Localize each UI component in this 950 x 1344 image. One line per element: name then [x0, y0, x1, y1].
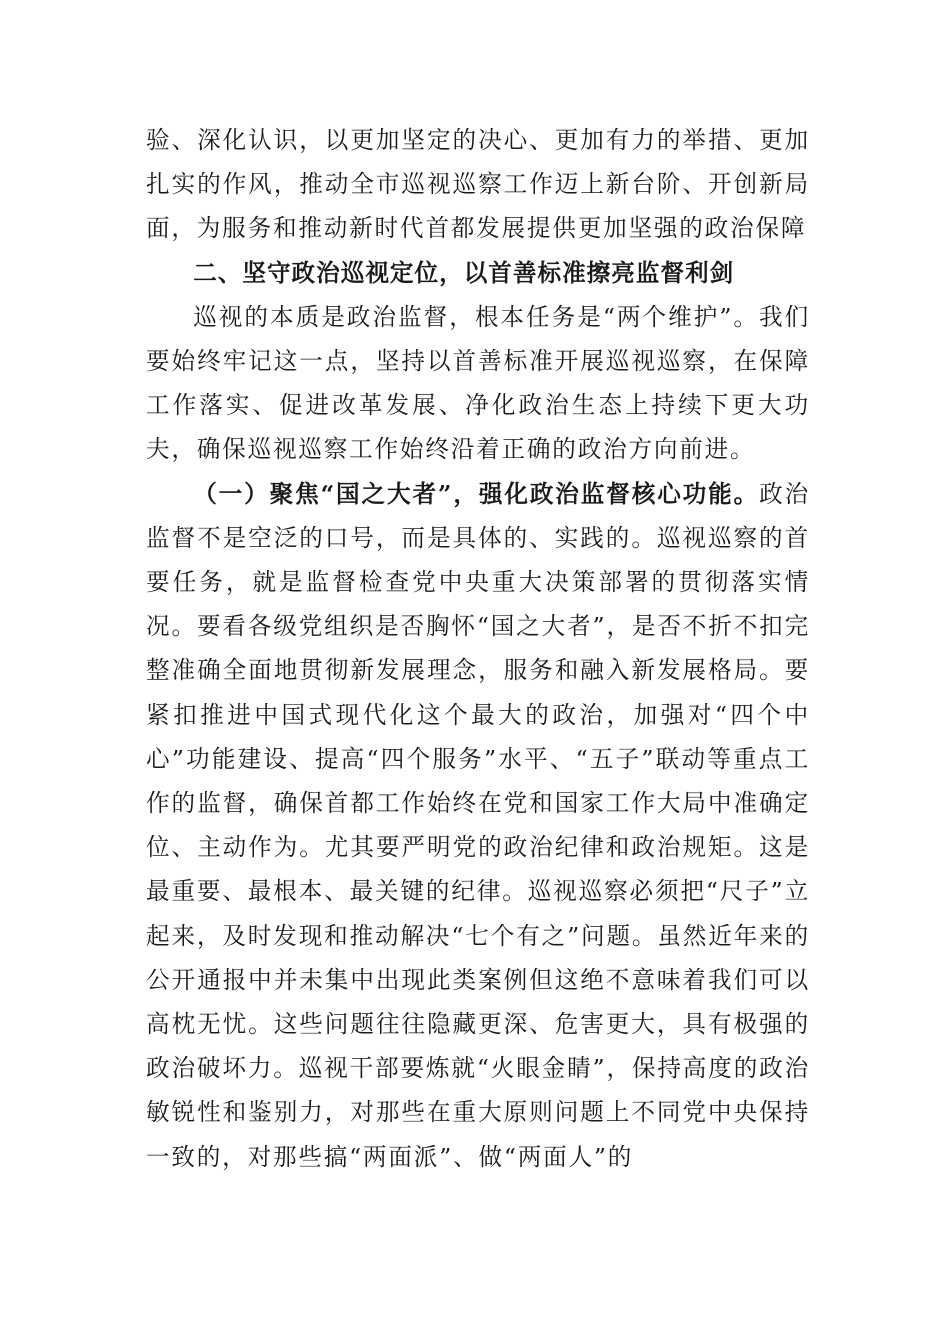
subsection-lead: （一）聚焦“国之大者”，强化政治监督核心功能。	[193, 479, 760, 508]
continuation-paragraph: 验、深化认识，以更加坚定的决心、更加有力的举措、更加扎实的作风，推动全市巡视巡察工作迈上新台阶、开创新局面，为服务和推动新时代首都发展提供更加坚强的政治保障	[146, 126, 810, 243]
body-paragraph: 巡视的本质是政治监督，根本任务是“两个维护”。我们要始终牢记这一点，坚持以首善标准开展巡视巡察，在保障工作落实、促进改革发展、净化政治生态上持续下更大功夫，确保巡视巡察工作始终沿着正确的政治方向前进。	[146, 302, 810, 464]
document-body	[146, 118, 810, 1179]
subsection-text: 政治监督不是空泛的口号，而是具体的、实践的。巡视巡察的首要任务，就是监督检查党中央重大决策部署的贯彻落实情况。要看各级党组织是否胸怀“国之大者”，是否不折不扣完整准确全面地贯彻新发展理念，服务和融入新发展格局。要紧扣推进中国式现代化这个最大的政治，加强对“四个中心”功能建设、提高“四个服务”水平、“五子”联动等重点工作的监督，确保首都工作始终在党和国家工作大局中准确定位、主动作为。尤其要严明党的政治纪律和政治规矩。这是最重要、最根本、最关键的纪律。巡视巡察必须把“尺子”立起来，及时发现和推动解决“七个有之”问题。虽然近年来的公开通报中并未集中出现此类案例但这绝不意味着我们可以高枕无忧。这些问题往往隐藏更深、危害更大，具有极强的政治破坏力。巡视干部要炼就“火眼金睛”，保持高度的政治敏锐性和鉴别力，对那些在重大原则问题上不同党中央保持一致的，对那些搞“两面派”、做“两面人”的	[146, 479, 810, 1171]
section-heading: 二、坚守政治巡视定位，以首善标准擦亮监督利剑	[193, 258, 735, 287]
subsection-paragraph	[146, 472, 810, 1179]
